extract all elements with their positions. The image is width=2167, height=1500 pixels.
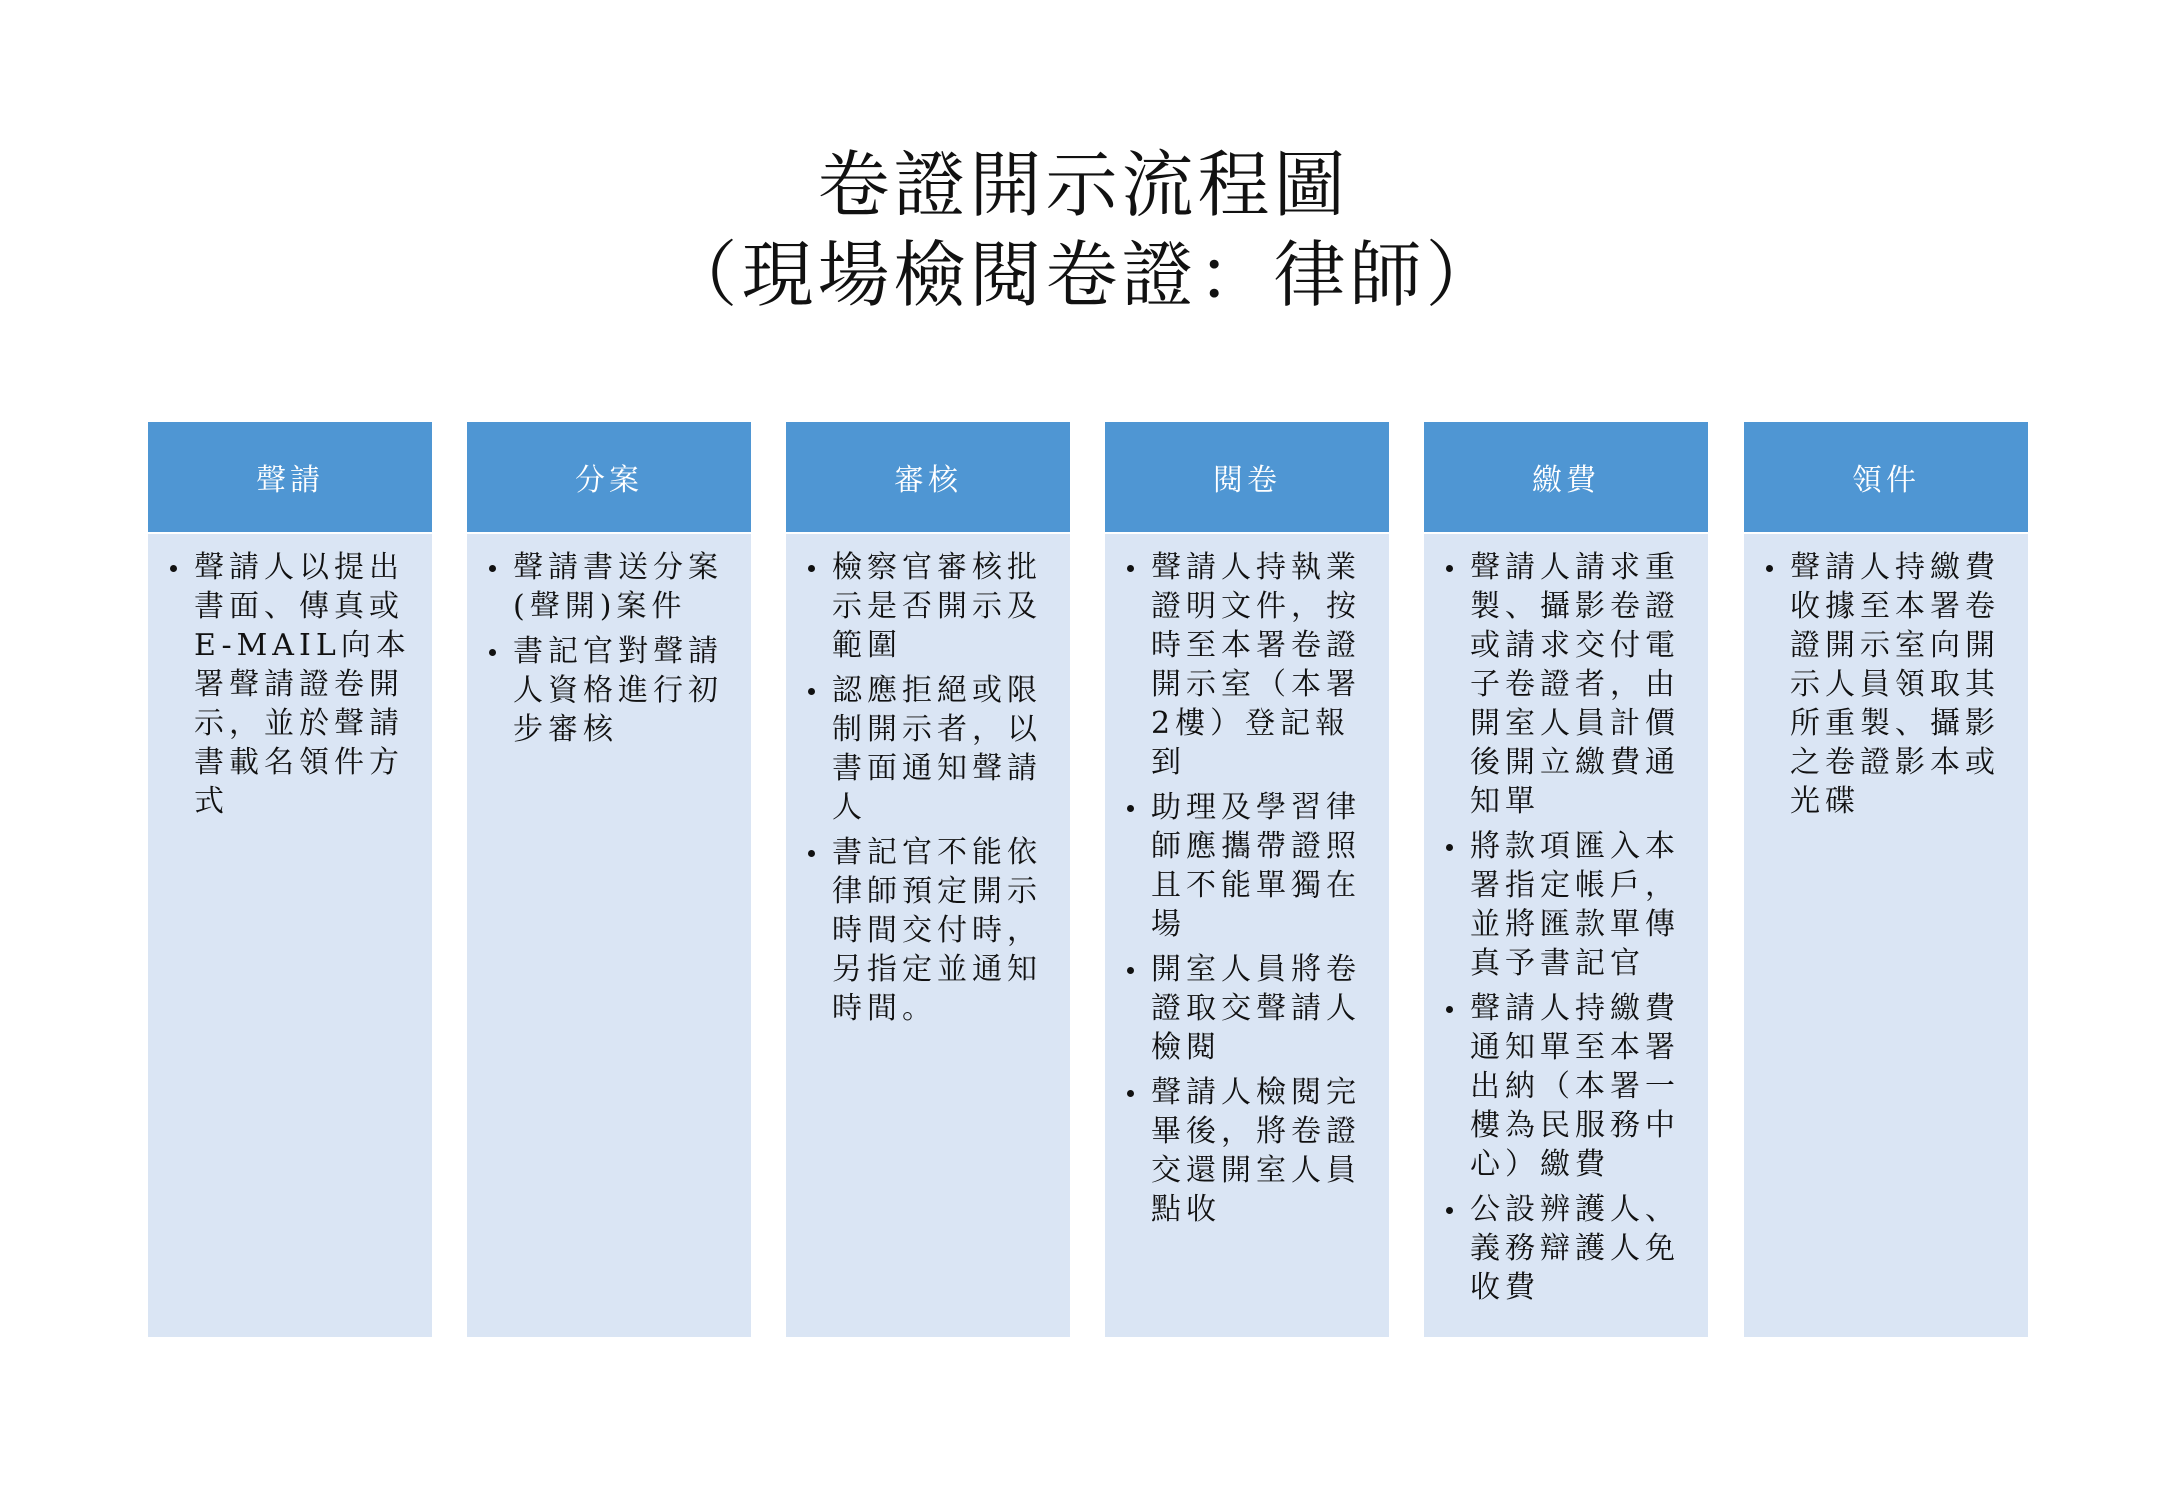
step-column-assign bbox=[467, 422, 751, 1337]
step-header-payment: 繳費 bbox=[1424, 422, 1708, 534]
step-item bbox=[489, 548, 733, 626]
step-item-text: 將款項匯入本署指定帳戶，並將匯款單傳真予書記官 bbox=[1470, 829, 1680, 981]
step-item-text: 聲請人持繳費收據至本署卷證開示室向開示人員領取其所重製、攝影之卷證影本或光碟 bbox=[1790, 550, 2000, 819]
title-line-1: 卷證開示流程圖 bbox=[817, 143, 1350, 227]
step-column-apply bbox=[148, 422, 432, 1337]
bullet-icon bbox=[808, 688, 815, 695]
step-list-payment bbox=[1446, 548, 1690, 1307]
step-item bbox=[1127, 548, 1371, 782]
step-body-apply bbox=[148, 534, 432, 821]
bullet-icon bbox=[808, 565, 815, 572]
step-item bbox=[808, 833, 1052, 1028]
step-item-text: 認應拒絕或限制開示者，以書面通知聲請人 bbox=[832, 673, 1042, 825]
bullet-icon bbox=[1766, 565, 1773, 572]
step-item bbox=[1446, 989, 1690, 1184]
step-header-assign: 分案 bbox=[467, 422, 751, 534]
step-item bbox=[808, 671, 1052, 827]
step-item-text: 聲請人持執業證明文件，按時至本署卷證開示室（本署2樓）登記報到 bbox=[1151, 550, 1361, 780]
step-item bbox=[170, 548, 414, 821]
step-column-inspect bbox=[1105, 422, 1389, 1337]
step-item-text: 聲請人請求重製、攝影卷證或請求交付電子卷證者，由開室人員計價後開立繳費通知單 bbox=[1470, 550, 1680, 819]
step-item bbox=[1446, 827, 1690, 983]
step-item bbox=[1446, 548, 1690, 821]
step-list-assign bbox=[489, 548, 733, 749]
step-header-review: 審核 bbox=[786, 422, 1070, 534]
step-item-text: 助理及學習律師應攜帶證照且不能單獨在場 bbox=[1151, 790, 1361, 942]
step-item-text: 聲請人檢閱完畢後，將卷證交還開室人員點收 bbox=[1151, 1075, 1361, 1227]
step-body-payment bbox=[1424, 534, 1708, 1307]
process-columns bbox=[148, 422, 2028, 1337]
step-item-text: 聲請人以提出書面、傳真或E-MAIL向本署聲請證卷開示，並於聲請書載名領件方式 bbox=[194, 550, 411, 819]
step-header-inspect: 閱卷 bbox=[1105, 422, 1389, 534]
step-list-inspect bbox=[1127, 548, 1371, 1229]
bullet-icon bbox=[1127, 565, 1134, 572]
step-item-text: 檢察官審核批示是否開示及範圍 bbox=[832, 550, 1042, 663]
step-item bbox=[1766, 548, 2010, 821]
bullet-icon bbox=[1446, 565, 1453, 572]
bullet-icon bbox=[1127, 967, 1134, 974]
step-item-text: 開室人員將卷證取交聲請人檢閱 bbox=[1151, 952, 1361, 1065]
step-list-review bbox=[808, 548, 1052, 1028]
step-body-inspect bbox=[1105, 534, 1389, 1229]
step-body-review bbox=[786, 534, 1070, 1028]
step-item-text: 聲請人持繳費通知單至本署出納（本署一樓為民服務中心）繳費 bbox=[1470, 991, 1680, 1182]
title-line-2: （現場檢閱卷證：律師） bbox=[665, 233, 1502, 317]
step-column-collect bbox=[1744, 422, 2028, 1337]
step-item-text: 公設辨護人、義務辯護人免收費 bbox=[1470, 1192, 1680, 1305]
bullet-icon bbox=[489, 565, 496, 572]
step-item bbox=[808, 548, 1052, 665]
step-column-review bbox=[786, 422, 1070, 1337]
bullet-icon bbox=[1127, 1090, 1134, 1097]
step-item-text: 書記官對聲請人資格進行初步審核 bbox=[513, 634, 723, 747]
bullet-icon bbox=[1446, 844, 1453, 851]
step-item bbox=[1127, 788, 1371, 944]
step-item bbox=[1127, 950, 1371, 1067]
step-item-text: 聲請書送分案(聲開)案件 bbox=[513, 550, 723, 624]
bullet-icon bbox=[1127, 805, 1134, 812]
step-list-collect bbox=[1766, 548, 2010, 821]
bullet-icon bbox=[489, 649, 496, 656]
step-column-payment bbox=[1424, 422, 1708, 1337]
bullet-icon bbox=[1446, 1207, 1453, 1214]
step-body-assign bbox=[467, 534, 751, 749]
bullet-icon bbox=[170, 565, 177, 572]
bullet-icon bbox=[1446, 1006, 1453, 1013]
step-body-collect bbox=[1744, 534, 2028, 821]
bullet-icon bbox=[808, 850, 815, 857]
step-header-apply: 聲請 bbox=[148, 422, 432, 534]
step-header-collect: 領件 bbox=[1744, 422, 2028, 534]
step-item bbox=[1446, 1190, 1690, 1307]
step-list-apply bbox=[170, 548, 414, 821]
step-item bbox=[1127, 1073, 1371, 1229]
step-item-text: 書記官不能依律師預定開示時間交付時，另指定並通知時間。 bbox=[832, 835, 1042, 1026]
step-item bbox=[489, 632, 733, 749]
page-title bbox=[0, 140, 2167, 320]
